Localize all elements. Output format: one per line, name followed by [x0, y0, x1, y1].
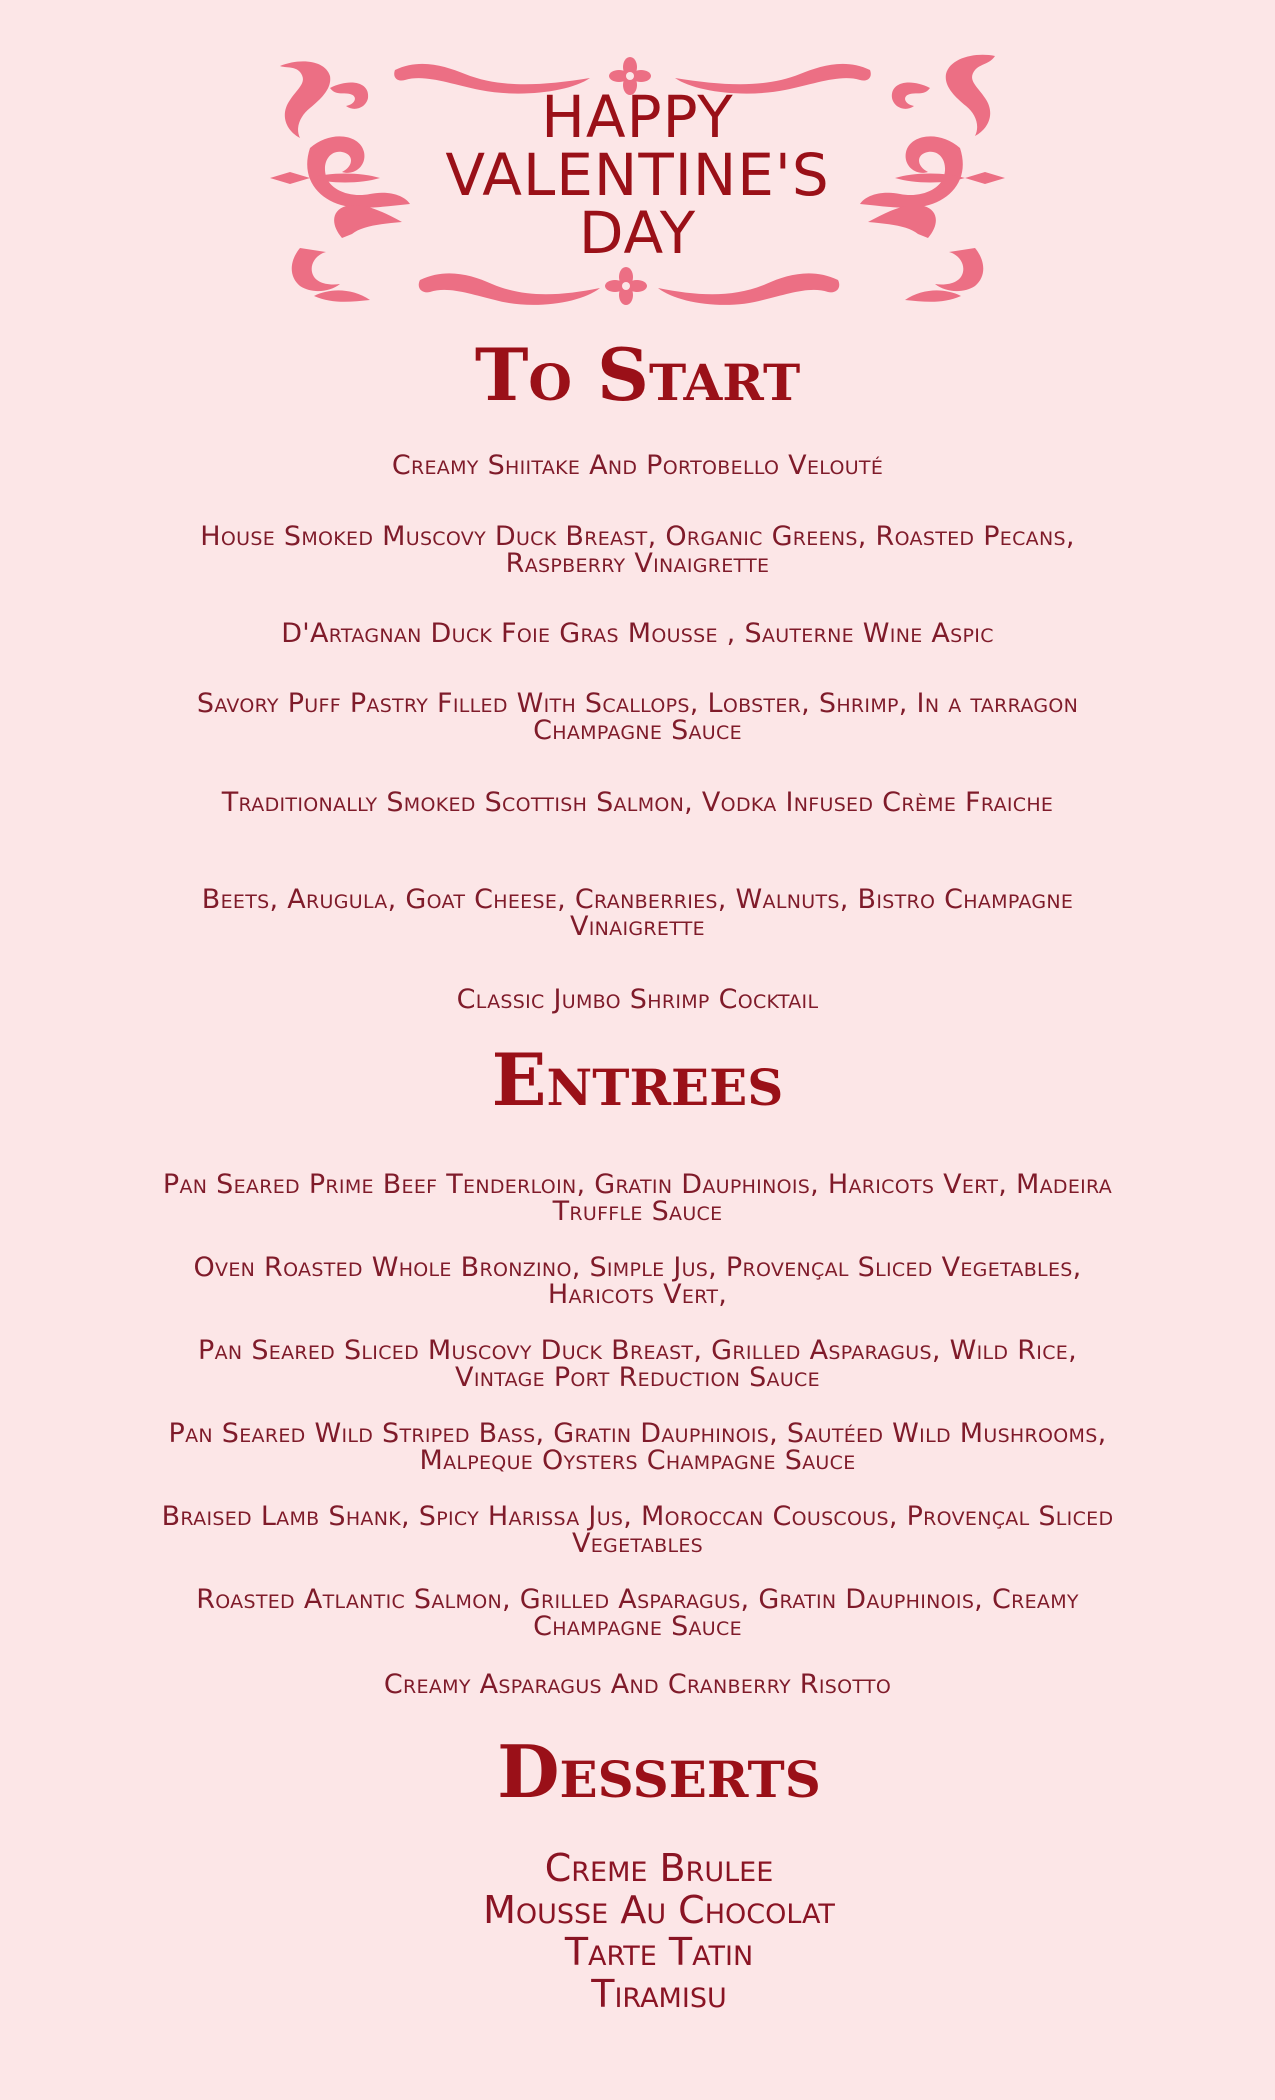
- menu-item: Oven Roasted Whole Bronzino, Simple Jus, Provençal Sliced Vegetables, Haricots Vert,: [193, 1252, 1082, 1310]
- dessert-item: Creme Brulee: [544, 1846, 774, 1890]
- dessert-item: Mousse Au Chocolat: [483, 1888, 835, 1932]
- menu-item: Traditionally Smoked Scottish Salmon, Vodka Infused Crème Fraiche: [221, 787, 1054, 818]
- menu-item: Beets, Arugula, Goat Cheese, Cranberries, Walnuts, Bistro Champagne Vinaigrette: [201, 884, 1074, 942]
- menu-item: Creamy Shiitake And Portobello Velouté: [391, 450, 884, 481]
- menu-item: Pan Seared Sliced Muscovy Duck Breast, Grilled Asparagus, Wild Rice, Vintage Port Reduction Sauce: [198, 1335, 1077, 1393]
- menu-item: D'Artagnan Duck Foie Gras Mousse , Sauterne Wine Aspic: [281, 618, 994, 649]
- menu-item: Roasted Atlantic Salmon, Grilled Asparagus, Gratin Dauphinois, Creamy Champagne Sauce: [196, 1584, 1079, 1642]
- heading-line-3: DAY: [578, 199, 697, 267]
- section-title-to-start: To Start: [474, 332, 801, 417]
- menu-item: Braised Lamb Shank, Spicy Harissa Jus, Moroccan Couscous, Provençal Sliced Vegetables: [161, 1501, 1114, 1559]
- menu-item: Pan Seared Prime Beef Tenderloin, Gratin Dauphinois, Haricots Vert, Madeira Truffle Sauce: [162, 1169, 1113, 1227]
- menu-item: Creamy Asparagus And Cranberry Risotto: [383, 1669, 892, 1700]
- menu-item: Classic Jumbo Shrimp Cocktail: [456, 984, 819, 1015]
- flower-ornament-bottom: [605, 267, 647, 305]
- menu-item: House Smoked Muscovy Duck Breast, Organic Greens, Roasted Pecans, Raspberry Vinaigrette: [200, 521, 1075, 579]
- valentines-day-heading: [370, 83, 905, 267]
- dessert-item: Tarte Tatin: [564, 1930, 754, 1974]
- section-title-desserts: Desserts: [497, 1729, 821, 1814]
- heading-line-1: HAPPY: [541, 83, 734, 151]
- dessert-item: Tiramisu: [591, 1972, 727, 2016]
- menu-item: Pan Seared Wild Striped Bass, Gratin Dauphinois, Sautéed Wild Mushrooms, Malpeque Oysters Champagne Sauce: [168, 1418, 1107, 1476]
- menu-item: Savory Puff Pastry Filled With Scallops, Lobster, Shrimp, In a tarragon Champagne Sauce: [196, 688, 1079, 746]
- heading-line-2: VALENTINE'S: [445, 141, 830, 209]
- section-title-entrees: Entrees: [491, 1037, 784, 1122]
